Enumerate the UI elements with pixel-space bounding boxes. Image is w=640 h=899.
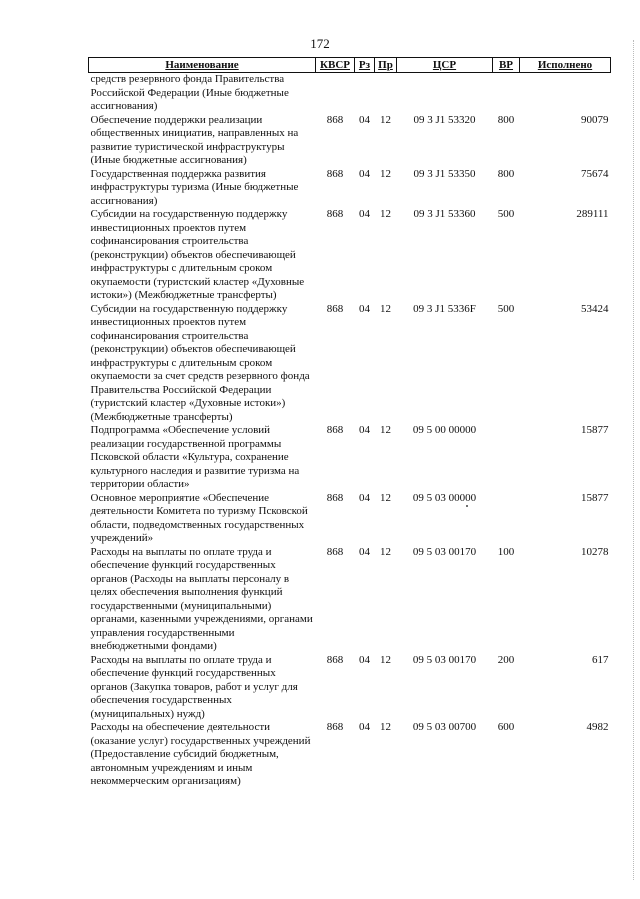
cell-csr: 09 3 J1 53360 [413,208,476,220]
scan-speck [466,505,468,507]
table-row [89,114,611,168]
table-row [89,424,611,492]
cell-rz [355,73,375,114]
cell-name: Расходы на выплаты по оплате труда и обеспечение функций государственных органов (Расходы на выплаты персоналу в целях обеспечения выполнения функций государственными (муниципальными) органами, казенными учреждениями, органами управления государственными внебюджетными фондами) [90,545,313,652]
cell-pr: 12 [380,208,391,220]
cell-vr [493,73,520,114]
cell-vr: 800 [497,167,515,180]
cell-vr [493,424,520,492]
cell-vr: 500 [497,302,515,315]
cell-name: Основное мероприятие «Обеспечение деятельности Комитета по туризму Псковской области, подведомственных государственных учреждений» [90,491,308,544]
cell-name: средств резервного фонда Правительства Российской Федерации (Иные бюджетные ассигнования) [90,73,289,112]
cell-name: Подпрограмма «Обеспечение условий реализации государственной программы Псковской области «Культура, сохранение культурного наследия и развитие туризма на территории области» [90,424,300,490]
header-name: Наименование [89,58,316,73]
cell-pr: 12 [380,491,391,504]
cell-rz: 04 [359,113,370,126]
cell-pr: 12 [380,545,391,558]
table-row [89,303,611,425]
table-row [89,492,611,546]
cell-pr: 12 [380,302,391,315]
cell-name: Субсидии на государственную поддержку инвестиционных проектов путем софинансирования строительства (реконструкции) объектов обеспечивающей инфраструктуры с длительным сроком окупаемости (туристский кластер «Духовные истоки») (Межбюджетные трансферты) [90,208,305,301]
budget-table [88,57,611,789]
cell-sum: 289111 [576,208,609,220]
table-row [89,654,611,722]
cell-pr: 12 [380,113,391,126]
cell-rz: 04 [359,424,370,436]
cell-vr: 600 [497,721,515,733]
cell-pr: 12 [380,653,391,666]
cell-kvsr: 868 [326,491,344,504]
table-row [89,168,611,209]
cell-kvsr: 868 [326,424,344,436]
cell-kvsr: 868 [326,208,344,220]
cell-sum: 4982 [586,721,609,733]
cell-csr: 09 5 03 00000 [412,491,477,504]
cell-csr: 09 5 03 00170 [412,653,477,666]
cell-rz: 04 [359,545,370,558]
cell-rz: 04 [359,653,370,666]
cell-sum: 75674 [581,167,609,180]
table-row [89,546,611,654]
cell-csr [397,73,493,114]
cell-csr: 09 5 00 00000 [412,424,477,436]
table-row [89,73,611,114]
cell-kvsr: 868 [326,113,344,126]
cell-csr: 09 5 03 00700 [412,721,477,733]
header-rz: Рз [355,58,375,73]
cell-csr: 09 3 J1 5336F [413,302,476,315]
cell-rz: 04 [359,167,370,180]
cell-vr: 100 [497,545,515,558]
cell-sum: 15877 [581,424,609,436]
cell-name: Субсидии на государственную поддержку инвестиционных проектов путем софинансирования строительства (реконструкции) объектов обеспечивающей инфраструктуры с длительным сроком окупаемости за счет средств резервного фонда Правительства Российской Федерации (туристский кластер «Духовные истоки») (Межбюджетные трансферты) [90,302,310,423]
cell-kvsr: 868 [326,167,344,180]
cell-kvsr: 868 [326,302,344,315]
cell-vr [493,492,520,546]
cell-sum: 90079 [581,113,609,126]
header-sum: Исполнено [520,58,611,73]
header-pr: Пр [375,58,397,73]
table-header-row [89,58,611,73]
cell-csr: 09 3 J1 53320 [413,113,476,126]
cell-rz: 04 [359,208,370,220]
cell-name: Обеспечение поддержки реализации общественных инициатив, направленных на развитие туристической инфраструктуры (Иные бюджетные ассигнования) [90,113,299,166]
cell-vr: 500 [497,208,515,220]
cell-vr: 800 [497,113,515,126]
cell-sum: 53424 [581,302,609,315]
header-vr: ВР [493,58,520,73]
cell-rz: 04 [359,491,370,504]
cell-name: Государственная поддержка развития инфраструктуры туризма (Иные бюджетные ассигнования) [90,167,299,207]
cell-pr [375,73,397,114]
scan-edge [633,40,634,880]
cell-sum [520,73,611,114]
table-row [89,208,611,303]
cell-csr: 09 5 03 00170 [412,545,477,558]
cell-sum: 10278 [581,545,609,558]
cell-kvsr: 868 [326,545,344,558]
cell-kvsr: 868 [326,653,344,666]
header-csr: ЦСР [397,58,493,73]
cell-pr: 12 [380,424,391,436]
cell-rz: 04 [359,302,370,315]
cell-name: Расходы на обеспечение деятельности (оказание услуг) государственных учреждений (Предоставление субсидий бюджетным, автономным учреждениям и иным некоммерческим организациям) [90,721,311,787]
cell-pr: 12 [380,167,391,180]
cell-sum: 617 [592,653,609,666]
cell-vr: 200 [497,653,515,666]
cell-kvsr [316,73,355,114]
cell-pr: 12 [380,721,391,733]
cell-name: Расходы на выплаты по оплате труда и обеспечение функций государственных органов (Закупка товаров, работ и услуг для обеспечения государственных (муниципальных) нужд) [90,653,298,720]
cell-sum: 15877 [581,491,609,504]
table-row [89,721,611,789]
cell-kvsr: 868 [326,721,344,733]
cell-csr: 09 3 J1 53350 [413,167,476,180]
cell-rz: 04 [359,721,370,733]
header-kvsr: КВСР [316,58,355,73]
page-number: 172 [310,36,330,51]
